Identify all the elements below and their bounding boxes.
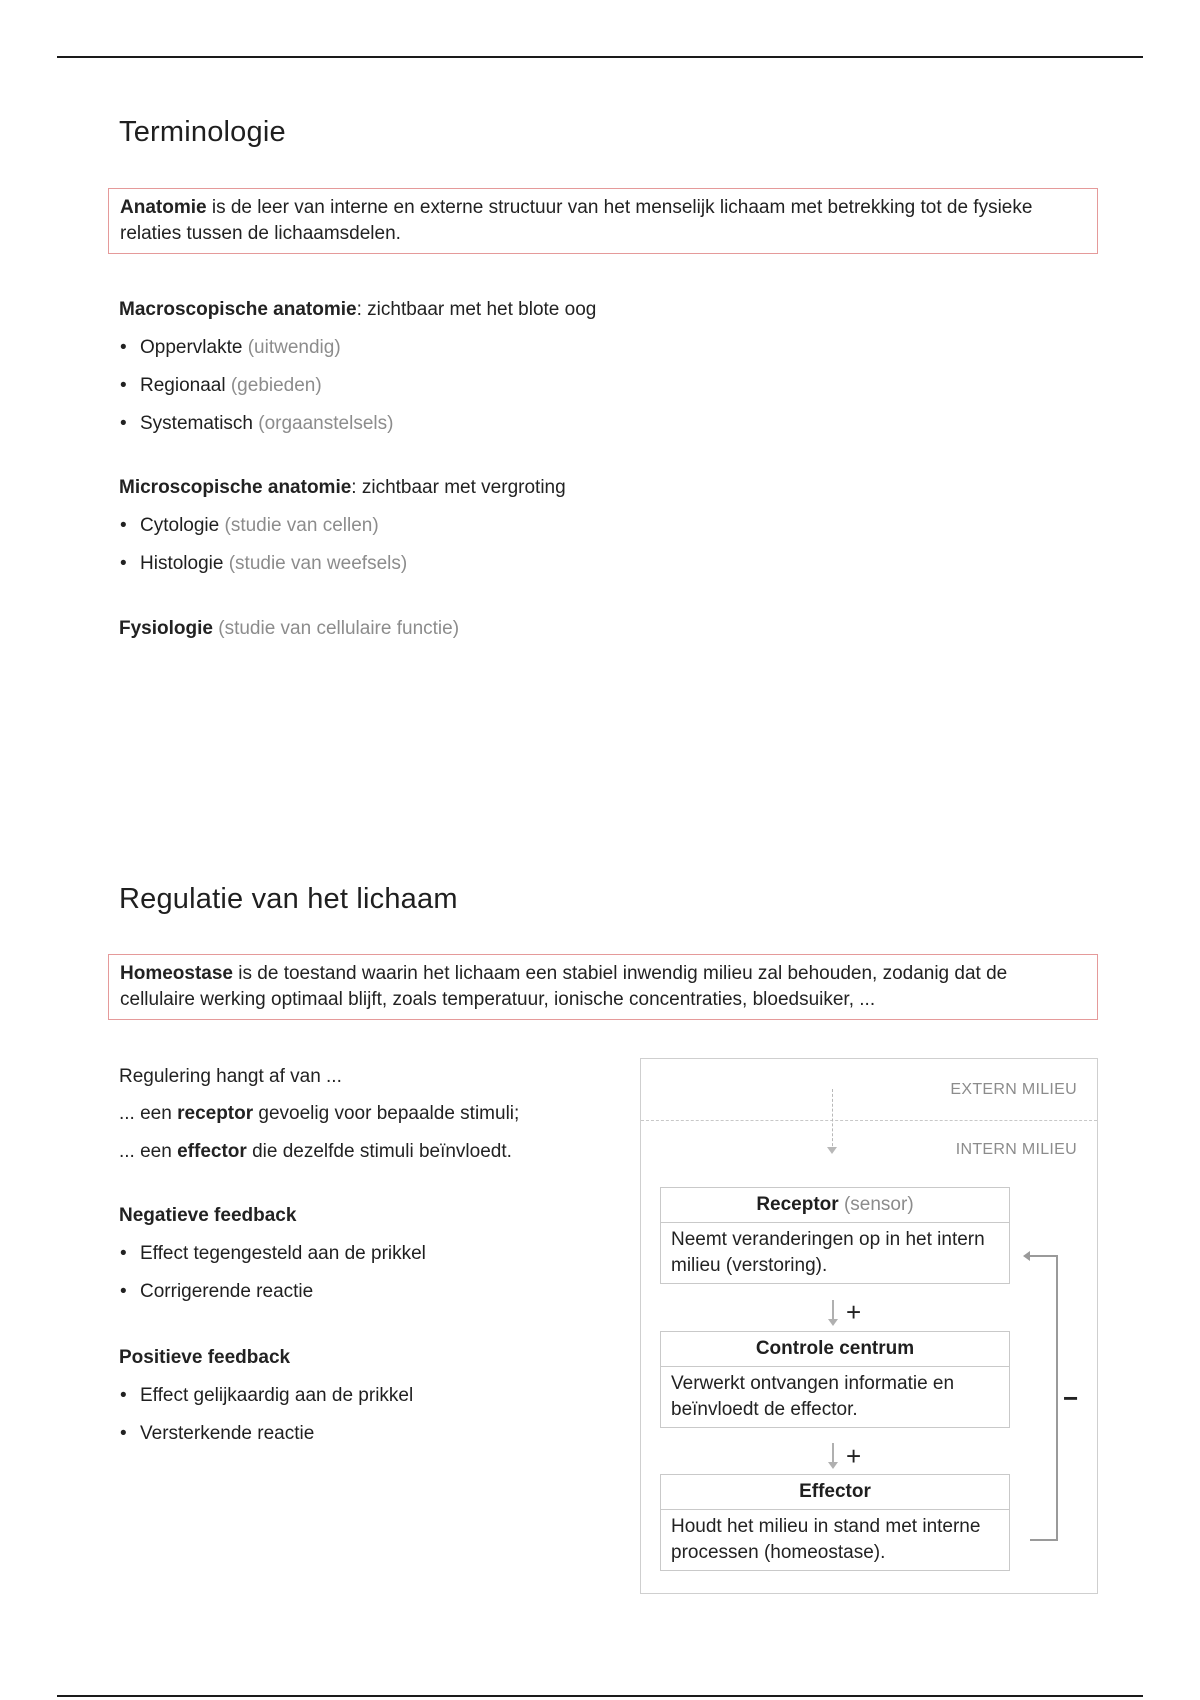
negatieve-feedback-heading: Negatieve feedback [119, 1205, 297, 1226]
feedback-loop-bottom [1030, 1539, 1058, 1541]
definition-text: is de toestand waarin het lichaam een stabiel inwendig milieu zal behouden, zodanig dat de cellulaire werking optimaal blijft, zoals temperatuur, ionische concentraties, bloedsuiker, ... [120, 963, 1008, 1010]
macro-term: Macroscopische anatomie [119, 299, 357, 320]
fysiologie-line [119, 616, 459, 642]
micro-heading [119, 475, 566, 501]
list-item: • Cytologie (studie van cellen) [119, 513, 407, 551]
positieve-feedback-heading: Positieve feedback [119, 1347, 291, 1368]
controle-centrum-desc: Verwerkt ontvangen informatie en beïnvloedt de effector. [671, 1373, 955, 1420]
list-item: • Histologie (studie van weefsels) [119, 551, 407, 589]
list-item: • Effect gelijkaardig aan de prikkel [119, 1383, 413, 1421]
negatieve-feedback-list [119, 1241, 426, 1317]
extern-milieu-label: EXTERN MILIEU [950, 1081, 1077, 1098]
section-title-terminologie: Terminologie [119, 116, 286, 148]
effector-desc: Houdt het milieu in stand met interne processen (homeostase). [671, 1516, 981, 1563]
fysiologie-term: Fysiologie [119, 618, 213, 639]
macro-list [119, 335, 393, 449]
section-title-regulatie: Regulatie van het lichaam [119, 883, 458, 915]
arrow-down-icon [832, 1300, 834, 1320]
positieve-feedback-list [119, 1383, 413, 1459]
list-item: • Regionaal (gebieden) [119, 373, 393, 411]
milieu-divider [641, 1120, 1097, 1121]
controle-centrum-title: Controle centrum [661, 1332, 1009, 1367]
stimulus-arrow-head [827, 1147, 837, 1154]
feedback-arrow-icon [1030, 1255, 1058, 1257]
plus-sign: + [846, 1441, 862, 1471]
receptor-desc: Neemt veranderingen op in het intern milieu (verstoring). [671, 1229, 985, 1276]
list-item: • Effect tegengesteld aan de prikkel [119, 1241, 426, 1279]
fysiologie-note: (studie van cellulaire functie) [212, 618, 460, 639]
macro-heading [119, 297, 596, 323]
top-rule [57, 56, 1143, 58]
effector-title: Effector [661, 1475, 1009, 1510]
minus-sign: − [1063, 1383, 1079, 1413]
plus-sign: + [846, 1297, 862, 1327]
controle-centrum-node [660, 1331, 1010, 1428]
arrow-down-icon [832, 1443, 834, 1463]
micro-text: : zichtbaar met vergroting [351, 477, 566, 498]
list-item: • Systematisch (orgaanstelsels) [119, 411, 393, 449]
term-homeostase: Homeostase [120, 963, 233, 984]
definition-text: is de leer van interne en externe structuur van het menselijk lichaam met betrekking tot de fysieke relaties tussen de lichaamsdelen. [120, 197, 1033, 244]
effector-node [660, 1474, 1010, 1571]
list-item: • Corrigerende reactie [119, 1279, 426, 1317]
receptor-node [660, 1187, 1010, 1284]
bottom-rule [57, 1695, 1143, 1697]
regulering-intro: Regulering hangt af van ... [119, 1066, 342, 1087]
definition-box-anatomie [108, 188, 1098, 254]
term-anatomie: Anatomie [120, 197, 207, 218]
intern-milieu-label: INTERN MILIEU [955, 1141, 1077, 1158]
regulering-effector-line: ... een effector die dezelfde stimuli beïnvloedt. [119, 1141, 512, 1162]
feedback-loop-line [1056, 1255, 1058, 1541]
list-item: • Versterkende reactie [119, 1421, 413, 1459]
micro-list [119, 513, 407, 589]
receptor-title: Receptor (sensor) [661, 1188, 1009, 1223]
definition-box-homeostase [108, 954, 1098, 1020]
homeostasis-diagram [640, 1058, 1098, 1594]
list-item: • Oppervlakte (uitwendig) [119, 335, 393, 373]
macro-text: : zichtbaar met het blote oog [356, 299, 597, 320]
micro-term: Microscopische anatomie [119, 477, 352, 498]
regulering-receptor-line: ... een receptor gevoelig voor bepaalde stimuli; [119, 1103, 520, 1124]
stimulus-arrow [832, 1089, 833, 1151]
